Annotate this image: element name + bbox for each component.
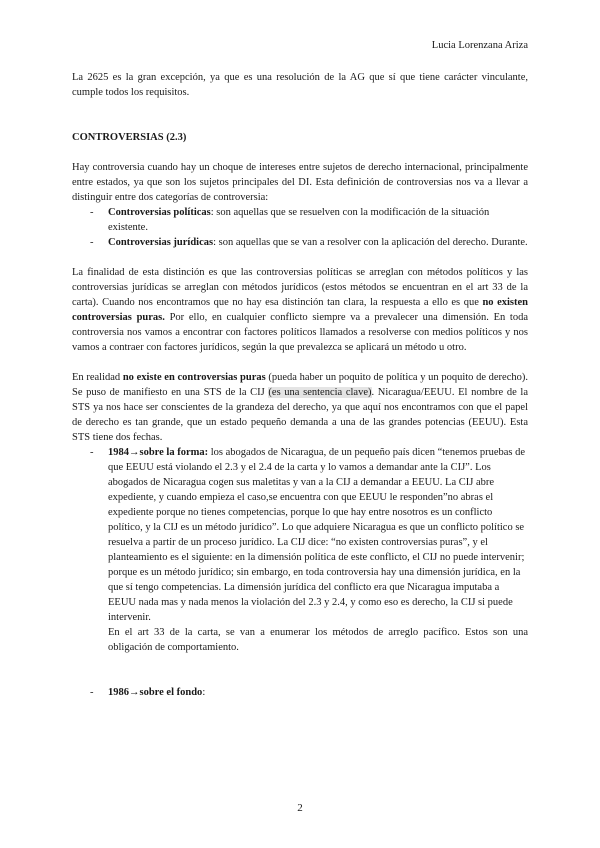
ruling-dates-list bbox=[72, 445, 528, 625]
list-item bbox=[72, 205, 528, 235]
date-label: 1986→sobre el fondo bbox=[108, 687, 203, 698]
list-item bbox=[72, 445, 528, 625]
list-dash: - bbox=[90, 447, 94, 458]
article-33-paragraph: En el art 33 de la carta, se van a enumerar los métodos de arreglo pacífico. Estos son una obligación de comportamiento. bbox=[108, 627, 528, 653]
document-body bbox=[72, 70, 528, 700]
bold-text: no existe en controversias puras bbox=[122, 372, 266, 383]
page-number: 2 bbox=[297, 802, 303, 814]
list-dash: - bbox=[90, 687, 94, 698]
reality-paragraph bbox=[72, 370, 528, 445]
ruling-dates-list-continued bbox=[72, 685, 528, 700]
date-text: los abogados de Nicaragua, de un pequeño país dicen “tenemos pruebas de que EEUU está violando el 2.3 y el 2.4 de la carta y lo vamos a demandar ante la CIJ”. Los abogados de Nicaragua cogen sus maletitas y van a la CIJ a demandar a EEUU. La CIJ abre expediente, y cuando empieza el caso,se encuentra con que EEUU le responden”no abras el expediente porque no tienes competencias, porque lo que hay entre nosotros es un conflicto político, y la CIJ es un método jurídico”. Lo que adquiere Nicaragua es que un conflicto político se resuelva a partir de un proceso jurídico. La CIJ dice: “no existen controversias puras”, y el planteamiento es el siguiente: en la dimensión política de este conflicto, el CIJ no puede intervenir; porque es un método jurídico; sin embargo, en toda controversia hay una dimensión jurídica, en la que sí tengo competencias. La dimensión jurídica del conflicto era que Nicaragua imputaba a EEUU nada mas y nada menos la violación del 2.3 y 2.4, y como eso es derecho, la CIJ si puede intervenir. bbox=[108, 447, 526, 623]
category-text: : son aquellas que se resuelven con la modificación de la situación existente. bbox=[108, 207, 490, 233]
bold-text: no existen controversias puras. bbox=[72, 297, 528, 323]
definition-paragraph: Hay controversia cuando hay un choque de intereses entre sujetos de derecho internacional, principalmente entre estados, ya que son los sujetos principales del DI. Esta definición de controversias nos va a llevar a distinguir entre dos categorías de controversia: bbox=[72, 162, 528, 203]
controversy-categories-list bbox=[72, 205, 528, 250]
section-title: CONTROVERSIAS (2.3) bbox=[72, 132, 187, 143]
purpose-paragraph bbox=[72, 265, 528, 355]
date-label: 1984→sobre la forma: bbox=[108, 447, 209, 458]
text-run: (pueda haber un poquito de política y un poquito de derecho). Se puso de manifiesto en una STS de la CIJ bbox=[72, 372, 528, 398]
list-dash: - bbox=[90, 237, 94, 248]
date-text: : bbox=[202, 687, 206, 698]
text-run: . Nicaragua/EEUU. El nombre de la STS ya nos hace ser conscientes de la grandeza del derecho, ya que aquí nos encontramos con que el papel de derecho es tan grande, que un estado pequeño demanda a una de las grandes potencias (EEUU). Esta STS tiene dos fechas. bbox=[72, 387, 528, 443]
list-dash: - bbox=[90, 207, 94, 218]
category-text: : son aquellas que se van a resolver con la aplicación del derecho. Durante. bbox=[213, 237, 528, 248]
category-term: Controversias políticas bbox=[108, 207, 211, 218]
list-item bbox=[72, 685, 528, 700]
highlighted-text: (es una sentencia clave) bbox=[268, 387, 372, 398]
text-run: En realidad bbox=[72, 372, 123, 383]
list-item bbox=[72, 235, 528, 250]
intro-paragraph: La 2625 es la gran excepción, ya que es una resolución de la AG que sí que tiene carácter vinculante, cumple todos los requisitos. bbox=[72, 72, 528, 98]
category-term: Controversias jurídicas bbox=[108, 237, 214, 248]
text-run: La finalidad de esta distinción es que las controversias políticas se arreglan con métodos políticos y las controversias jurídicas se arreglan con métodos jurídicos (estos métodos se encuentran en el art 33 de la carta). Cuando nos encontramos que no hay esa distinción tan clara, la respuesta a ello es que bbox=[72, 267, 528, 308]
text-run: Por ello, en cualquier conflicto siempre va a prevalecer una dimensión. En toda controversia nos vamos a encontrar con factores políticos llamados a resolverse con medios políticos y nos vamos a contraer con factores jurídicos, según la que prevalezca se aplicará un método u otro. bbox=[72, 312, 529, 353]
header-author: Lucia Lorenzana Ariza bbox=[431, 40, 528, 51]
